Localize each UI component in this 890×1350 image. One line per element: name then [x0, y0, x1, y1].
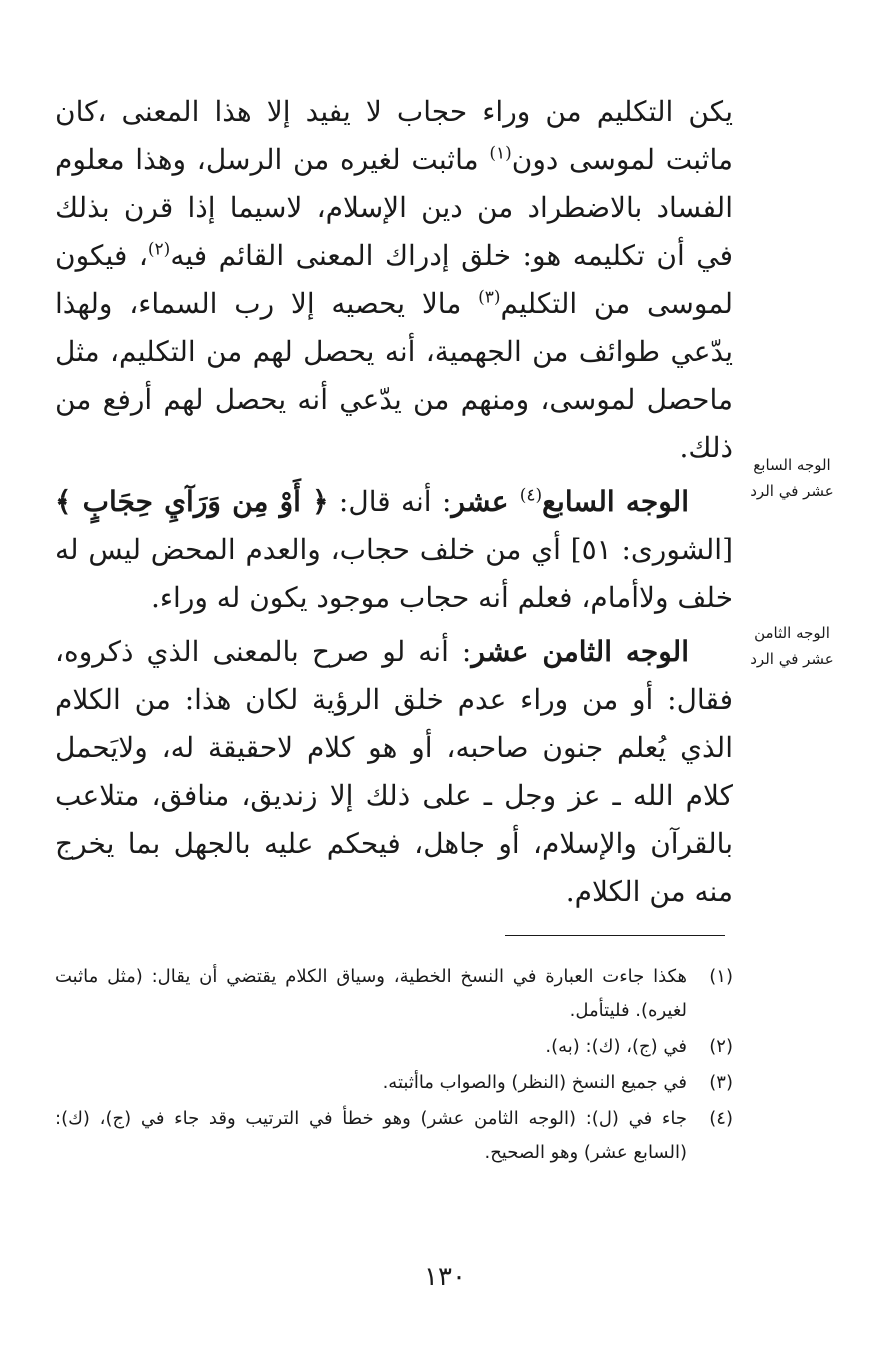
margin-note-line: الوجه الثامن — [754, 624, 830, 642]
footnote-ref-3[interactable]: (٣) — [478, 287, 501, 308]
margin-note-line: عشر في الرد — [750, 482, 834, 500]
footnote-ref-2[interactable]: (٢) — [147, 239, 171, 260]
section-heading: الوجه السابع — [542, 485, 689, 518]
footnote-text: جاء في (ل): (الوجه الثامن عشر) وهو خطأ في الترتيب وقد جاء في (ج)، (ك): (السابع عشر) وهو الصحيح. — [55, 1108, 687, 1163]
footnote-number: (١) — [709, 966, 733, 987]
text-run: ماثبت لغيره من الرسل، وهذا معلوم الفساد بالاضطراد من دين الإسلام، لاسيما إذا قرن بذلك في أن تكليمه هو: خلق إدراك المعنى القائم فيه — [55, 143, 734, 272]
page-number: ١٣٠ — [424, 1262, 466, 1292]
footnote-2 — [55, 1030, 733, 1064]
footnote-number: (٢) — [709, 1036, 733, 1057]
margin-note-eighteenth — [732, 620, 852, 672]
footnote-ref-1[interactable]: (١) — [489, 143, 512, 164]
footnotes — [55, 960, 733, 1172]
footnote-1 — [55, 960, 733, 1028]
footnote-text: هكذا جاءت العبارة في النسخ الخطية، وسياق الكلام يقتضي أن يقال: (مثل ماثبت لغيره). فليتأمل. — [55, 966, 687, 1021]
margin-note-line: عشر في الرد — [750, 650, 834, 668]
section-heading: الوجه الثامن عشر — [471, 635, 689, 668]
footnote-text: في جميع النسخ (النظر) والصواب ماأثبته. — [382, 1072, 687, 1093]
text-run: ، فيكون لموسى من التكليم — [55, 239, 733, 320]
footnote-number: (٤) — [709, 1108, 733, 1129]
text-run: مالا يحصيه إلا رب السماء، ولهذا يدّعي طوائف من الجهمية، أنه يحصل لهم من التكليم، مثل ماحصل لموسى، ومنهم من يدّعي أنه يحصل لهم أرفع من ذلك. — [55, 287, 733, 464]
text-run: يكن التكليم من وراء حجاب لا يفيد إلا هذا المعنى ،كان ماثبت لموسى دون — [55, 95, 733, 176]
footnote-number: (٣) — [709, 1072, 733, 1093]
footnote-3 — [55, 1066, 733, 1100]
text-run: : أنه لو صرح بالمعنى الذي ذكروه، فقال: أو من وراء عدم خلق الرؤية لكان هذا: من الكلام الذي يُعلم جنون صاحبه، أو هو كلام لاحقيقة له، ولايَحمل كلام الله ـ عز وجل ـ على ذلك إلا زنديق، منافق، متلاعب بالقرآن والإسلام، أو جاهل، فيحكم عليه بالجهل بما يخرج منه من الكلام. — [55, 635, 733, 908]
quran-verse: ﴿ أَوْ مِن وَرَآيِ حِجَابٍ ﴾ — [55, 485, 329, 518]
text-run: : أنه قال: — [328, 485, 452, 518]
text-run: [الشورى: ٥١] أي من خلف حجاب، والعدم المحض ليس له خلف ولاأمام، فعلم أنه حجاب موجود يكون له وراء. — [55, 533, 733, 614]
margin-note-line: الوجه السابع — [753, 456, 831, 474]
paragraph-seventeenth-aspect — [55, 478, 733, 622]
footnote-4 — [55, 1102, 733, 1170]
paragraph-1 — [55, 88, 733, 472]
footnote-ref-4[interactable]: (٤) — [519, 485, 543, 506]
footnote-text: في (ج)، (ك): (به). — [545, 1036, 687, 1057]
margin-note-seventeenth — [732, 452, 852, 504]
section-heading: عشر — [451, 485, 520, 518]
footnote-separator — [505, 935, 725, 936]
main-text — [55, 88, 733, 916]
paragraph-eighteenth-aspect — [55, 628, 733, 916]
